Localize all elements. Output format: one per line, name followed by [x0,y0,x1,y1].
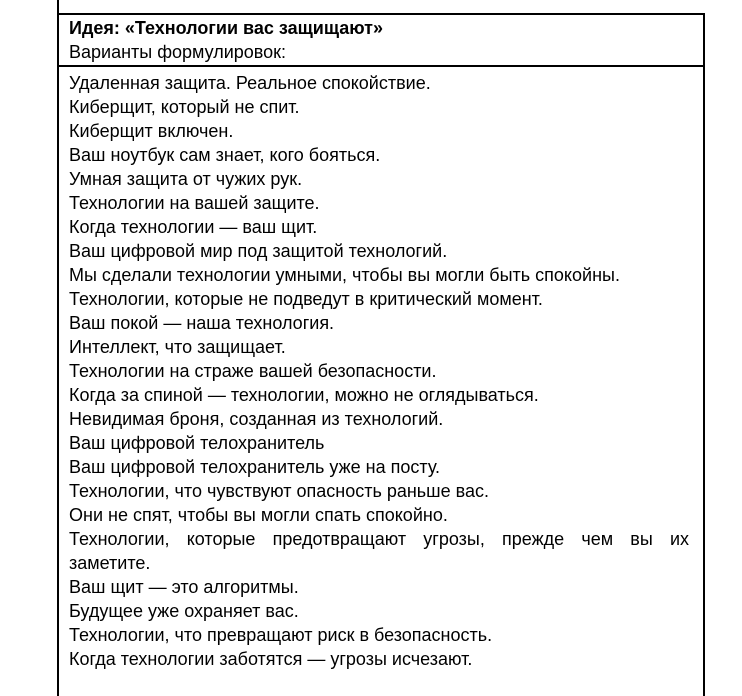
variant-line: Ваш цифровой телохранитель [69,433,325,453]
idea-title: Идея: «Технологии вас защищают» [69,18,383,38]
variant-line: Ваш щит — это алгоритмы. [69,577,299,597]
variant-line: Удаленная защита. Реальное спокойствие. [69,73,431,93]
variant-line: Когда за спиной — технологии, можно не оглядываться. [69,385,539,405]
variant-line: Мы сделали технологии умными, чтобы вы могли быть спокойны. [69,265,620,285]
variants-subtitle: Варианты формулировок: [69,42,287,62]
variant-line: Технологии, которые не подведут в критический момент. [69,289,543,309]
table-left-border-tick [57,0,59,13]
variant-line: Невидимая броня, созданная из технологий. [69,409,444,429]
variant-line: Технологии, что чувствуют опасность раньше вас. [69,481,489,501]
variant-line: Технологии, что превращают риск в безопасность. [69,625,493,645]
variant-line: Когда технологии — ваш щит. [69,217,318,237]
variant-line: Ваш покой — наша технология. [69,313,335,333]
variant-line: Умная защита от чужих рук. [69,169,303,189]
variant-line: Ваш ноутбук сам знает, кого бояться. [69,145,381,165]
variant-line: Когда технологии заботятся — угрозы исчезают. [69,649,473,669]
table-header-cell [59,15,703,67]
variant-line: Ваш цифровой телохранитель уже на посту. [69,457,441,477]
variant-line: Они не спят, чтобы вы могли спать спокойно. [69,505,448,525]
variant-line: Будущее уже охраняет вас. [69,601,299,621]
variant-line: Киберщит включен. [69,121,234,141]
variant-line: Интеллект, что защищает. [69,337,286,357]
variants-list [59,67,703,671]
variant-line: Технологии, которые предотвращают угрозы, прежде чем вы их заметите. [69,529,689,573]
variant-line: Технологии на страже вашей безопасности. [69,361,437,381]
idea-variants-table [57,13,705,696]
variant-line: Технологии на вашей защите. [69,193,320,213]
variant-line: Киберщит, который не спит. [69,97,300,117]
variant-line: Ваш цифровой мир под защитой технологий. [69,241,448,261]
